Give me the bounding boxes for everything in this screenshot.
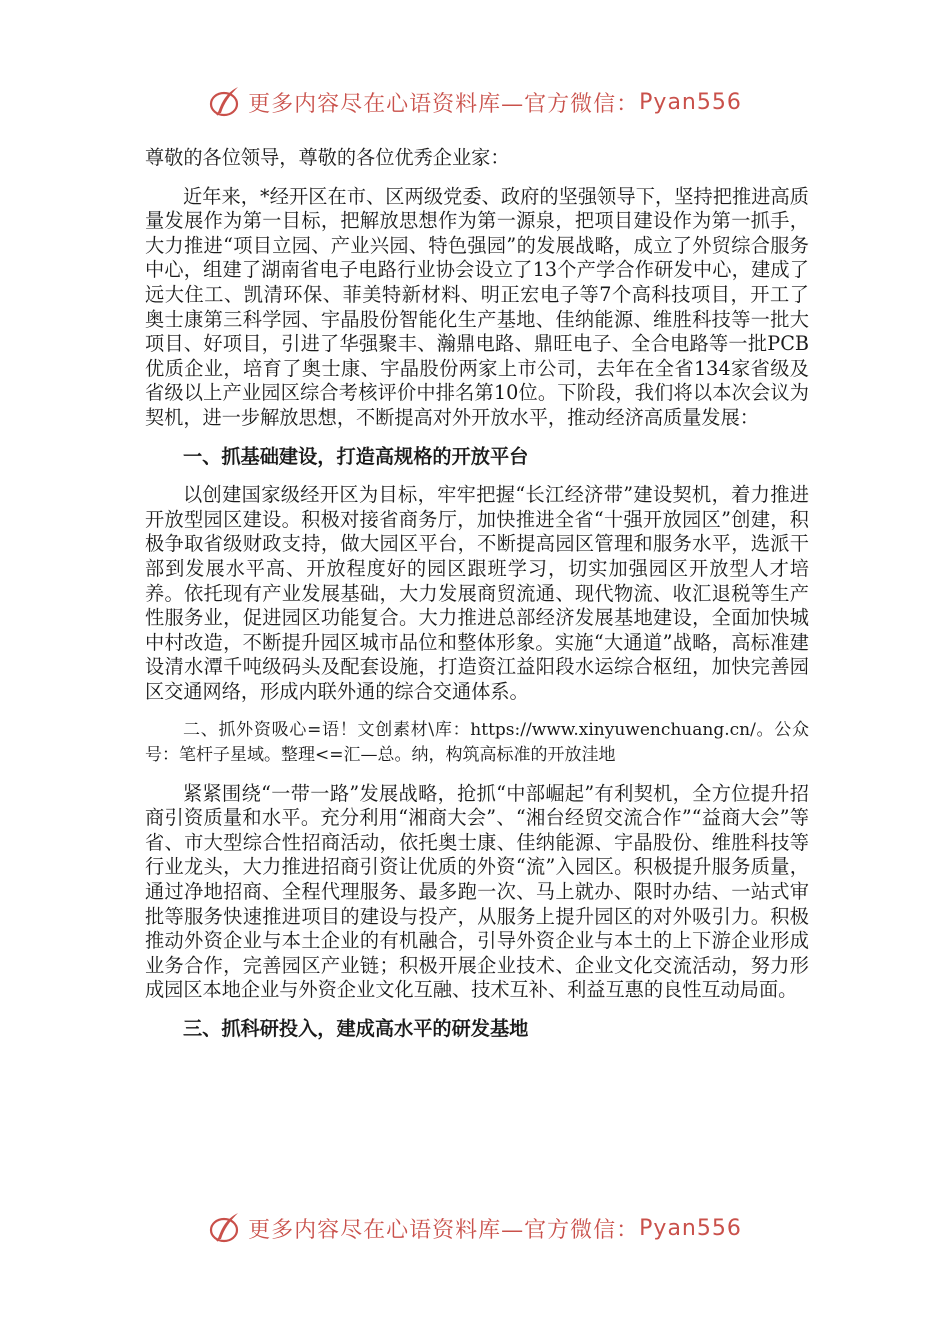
section-paragraph-2: 紧紧围绕“一带一路”发展战略，抢抓“中部崛起”有利契机，全方位提升招商引资质量和水平。充分利用“湘商大会”、“湘台经贸交流合作”“益商大会”等省、市大型综合性招商活动，依托奥士康、佳纳能源、宇晶股份、维胜科技等行业龙头，大力推进招商引资让优质的外资“流”入园区。积极提升服务质量，通过净地招商、全程代理服务、最多跑一次、马上就办、限时办结、一站式审批等服务快速推进项目的建设与投产，从服务上提升园区的对外吸引力。积极推动外资企业与本土企业的有机融合，引导外资企业与本土的上下游企业形成业务合作，完善园区产业链；积极开展企业技术、企业文化交流活动，努力形成园区本地企业与外资企业文化互融、技术互补、利益互惠的良性互动局面。 [145, 781, 809, 1002]
quill-logo-icon [208, 1210, 244, 1246]
document-body [145, 146, 809, 1042]
section-paragraph-1: 以创建国家级经开区为目标，牢牢把握“长江经济带”建设契机，着力推进开放型园区建设。积极对接省商务厅，加快推进全省“十强开放园区”创建，积极争取省级财政支持，做大园区平台，不断提高园区管理和服务水平，选派干部到发展水平高、开放程度好的园区跟班学习，切实加强园区开放型人才培养。依托现有产业发展基础，大力发展商贸流通、现代物流、收汇退税等生产性服务业，促进园区功能复合。大力推进总部经济发展基地建设，全面加快城中村改造，不断提升园区城市品位和整体形象。实施“大通道”战略，高标准建设清水潭千吨级码头及配套设施，打造资江益阳段水运综合枢纽，加快完善园区交通网络，形成内联外通的综合交通体系。 [145, 483, 809, 703]
section-heading-2: 二、抓外资吸心=语！文创素材\库：https://www.xinyuwenchuang.cn/。公众号：笔杆子星域。整理<=汇—总。纳，构筑高标准的开放洼地 [145, 720, 809, 766]
salutation: 尊敬的各位领导，尊敬的各位优秀企业家： [145, 146, 510, 169]
intro-paragraph: 近年来，*经开区在市、区两级党委、政府的坚强领导下，坚持把推进高质量发展作为第一目标，把解放思想作为第一源泉，把项目建设作为第一抓手，大力推进“项目立园、产业兴园、特色强园”的发展战略，成立了外贸综合服务中心，组建了湖南省电子电路行业协会设立了13个产学合作研发中心，建成了远大住工、凯清环保、菲美特新材料、明正宏电子等7个高科技项目，开工了奥士康第三科学园、宇晶股份智能化生产基地、佳纳能源、维胜科技等一批大项目、好项目，引进了华强聚丰、瀚鼎电路、鼎旺电子、全合电路等一批PCB优质企业，培育了奥士康、宇晶股份两家上市公司，去年在全省134家省级及省级以上产业园区综合考核评价中排名第10位。下阶段，我们将以本次会议为契机，进一步解放思想，不断提高对外开放水平，推动经济高质量发展： [145, 184, 809, 429]
header-banner [0, 82, 950, 122]
banner-text: 更多内容尽在心语资料库—官方微信： [248, 91, 640, 117]
banner-text: 更多内容尽在心语资料库—官方微信： [248, 1217, 640, 1243]
footer-banner [0, 1208, 950, 1248]
banner-wechat-id: Pyan556 [639, 1215, 742, 1241]
quill-logo-icon [208, 84, 244, 120]
section-heading-1: 一、抓基础建设，打造高规格的开放平台 [183, 444, 529, 468]
section-heading-3: 三、抓科研投入，建成高水平的研发基地 [183, 1017, 529, 1040]
banner-wechat-id: Pyan556 [639, 89, 742, 115]
